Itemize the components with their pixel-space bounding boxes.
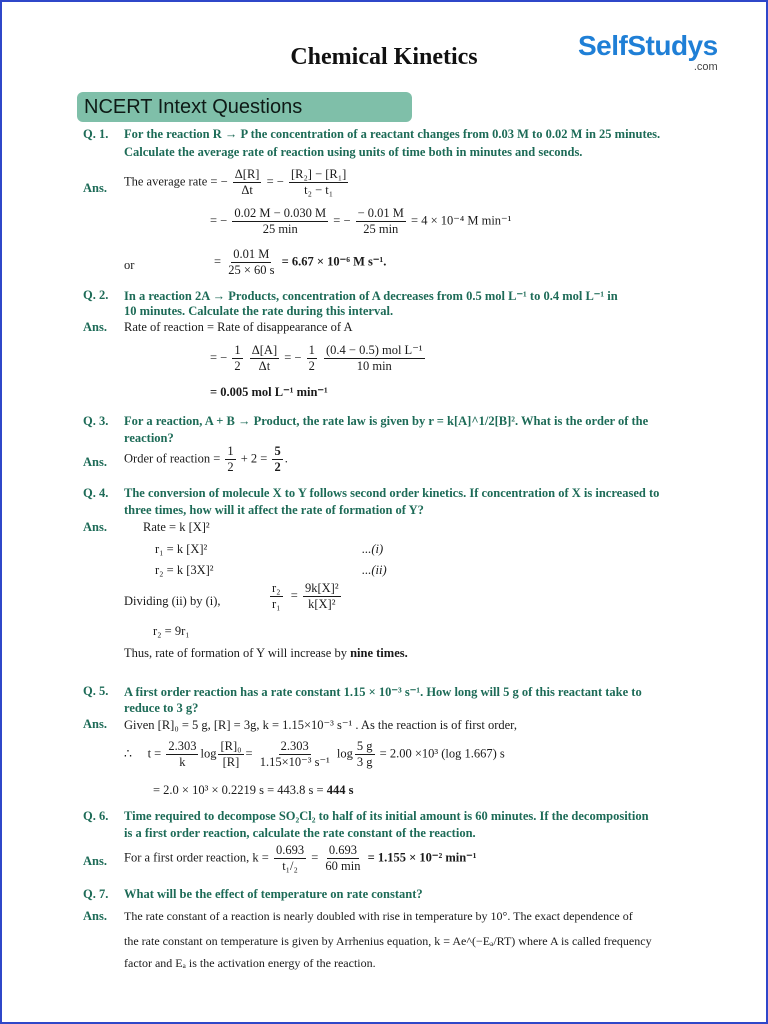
- question-number: Q. 7.: [83, 887, 109, 901]
- question-number: Q. 1.: [83, 127, 109, 141]
- rate-label: The average rate =: [124, 174, 218, 189]
- question-number: Q. 4.: [83, 486, 109, 500]
- answer-label: Ans.: [83, 455, 107, 469]
- fraction: $\frac{2.303}{k}$: [168, 739, 197, 769]
- question-text: reduce to 3 g?: [124, 701, 199, 715]
- answer-label: Ans.: [83, 909, 107, 923]
- question-number: Q. 3.: [83, 414, 109, 428]
- math-line: Order of reaction = $\frac{1}{2}$ + 2 = $\frac{5}{2}$ .: [124, 444, 288, 474]
- question-text: 10 minutes. Calculate the rate during this interval.: [124, 304, 394, 318]
- equation-number: ...(i): [362, 542, 384, 556]
- math-line: $\frac{\text{r₂}}{\text{r₁}}$ = $\frac{\text{9k[X]²}}{\text{k[X]²}}$: [272, 581, 339, 611]
- fraction: $\frac{0.693}{\text{t₁/₂}}$: [275, 843, 305, 873]
- fraction: $\frac{\text{[R₂] − [R₁]}}{\text{t₂ − t₁}}$: [290, 167, 347, 197]
- fraction: $\frac{1}{2}$: [227, 444, 234, 474]
- fraction: $\frac{5 g}{3 g}$: [356, 739, 373, 769]
- fraction: $\frac{- 0.01 M}{25 \min}$: [357, 206, 404, 236]
- answer-label: Ans.: [83, 717, 107, 731]
- question-text: In a reaction 2A → Products, concentration of A decreases from 0.5 mol L⁻¹ to 0.4 mol L⁻¹ in: [124, 289, 618, 303]
- page-title: Chemical Kinetics: [290, 44, 478, 70]
- question-text: The conversion of molecule X to Y follows second order kinetics. If concentration of X is increased to: [124, 486, 660, 500]
- fraction: $\frac{\text{[R]₀}}{[R]}$: [220, 739, 242, 769]
- fraction: $\frac{\text{9k[X]²}}{\text{k[X]²}}$: [304, 581, 339, 611]
- answer-text: The rate constant of a reaction is nearly doubled with rise in temperature by 10°. The exact dependence of: [124, 909, 633, 923]
- answer-text: Dividing (ii) by (i),: [124, 594, 221, 608]
- math-line: = 2.0 × 10³ × 0.2219 s = 443.8 s = 444 s: [153, 783, 354, 797]
- answer-text: factor and Eₐ is the activation energy of the reaction.: [124, 956, 376, 970]
- math-line: Rate = k [X]²: [143, 520, 210, 534]
- selfstudys-logo: [578, 30, 718, 73]
- fraction: $\frac{5}{2}$: [274, 444, 281, 474]
- fraction: $\frac{\text{(0.4 − 0.5) mol L⁻¹}}{10 \min}$: [325, 343, 423, 373]
- answer-text: Given [R]₀ = 5 g, [R] = 3g, k = 1.15×10⁻³ s⁻¹ . As the reaction is of first order,: [124, 718, 517, 732]
- fraction: $\frac{0.693}{60 \min}$: [325, 843, 361, 873]
- answer-label: Ans.: [83, 320, 107, 334]
- fraction: $\frac{1}{2}$: [308, 343, 315, 373]
- question-text: For a reaction, A + B → Product, the rate law is given by r = k[A]^1/2[B]². What is the order of the: [124, 414, 649, 428]
- logo-suffix: .com: [693, 61, 718, 73]
- question-text: reaction?: [124, 431, 174, 445]
- answer-label: Ans.: [83, 520, 107, 534]
- question-number: Q. 2.: [83, 288, 109, 302]
- math-line: The average rate = − $\frac{\Delta[R]}{\Delta t}$ = − $\frac{\text{[R₂] − [R₁]}}{\text{t₂ − t₁}}$: [124, 167, 347, 197]
- answer-text: the rate constant on temperature is given by Arrhenius equation, k = Ae^(−Eₐ/RT) where A is called frequency: [124, 934, 652, 948]
- math-line: = $\frac{0.01 M}{25 \times 60 s}$ = 6.67 × 10⁻⁶ M s⁻¹.: [214, 247, 387, 277]
- logo-brand: SelfStudys: [578, 30, 718, 61]
- math-line: = − $\frac{0.02 M - 0.030 M}{25 \min}$ = − $\frac{- 0.01 M}{25 \min}$ = 4 × 10⁻⁴ M min⁻¹: [210, 206, 512, 236]
- fraction: $\frac{\Delta[R]}{\Delta t}$: [234, 167, 260, 197]
- answer-text: Rate of reaction = Rate of disappearance of A: [124, 320, 353, 334]
- question-text: is a first order reaction, calculate the rate constant of the reaction.: [124, 826, 476, 840]
- fraction: $\frac{1}{2}$: [234, 343, 241, 373]
- question-number: Q. 5.: [83, 684, 109, 698]
- result: = 6.67 × 10⁻⁶ M s⁻¹.: [281, 254, 387, 269]
- math-line: r₂ = k [3X]²: [155, 563, 214, 577]
- answer-label: Ans.: [83, 181, 107, 195]
- math-line: r₂ = 9r₁: [153, 624, 190, 638]
- section-banner: NCERT Intext Questions: [77, 92, 412, 122]
- question-text: Calculate the average rate of reaction using units of time both in minutes and seconds.: [124, 145, 583, 159]
- fraction: $\frac{2.303}{\text{1.15×10⁻³ s⁻¹}}$: [259, 739, 330, 769]
- answer-label: Ans.: [83, 854, 107, 868]
- equation-number: ...(ii): [362, 563, 387, 577]
- fraction: $\frac{0.01 M}{25 \times 60 s}$: [228, 247, 275, 277]
- math-line: = − $\frac{1}{2}$ $\frac{\Delta[A]}{\Delta t}$ = − $\frac{1}{2}$ $\frac{\text{(0.4 − 0.5) mol L⁻¹}}{10 \min}$: [210, 343, 423, 373]
- question-text: A first order reaction has a rate constant 1.15 × 10⁻³ s⁻¹. How long will 5 g of this reactant take to: [124, 685, 642, 699]
- fraction: $\frac{\text{r₂}}{\text{r₁}}$: [272, 581, 281, 611]
- result: = 4 × 10⁻⁴ M min⁻¹: [411, 213, 512, 228]
- question-text: Time required to decompose SO₂Cl₂ to half of its initial amount is 60 minutes. If the decomposition: [124, 809, 649, 823]
- math-line: For a first order reaction, k = $\frac{0.693}{\text{t₁/₂}}$ = $\frac{0.693}{60 \min}$ = 1.155 × 10⁻² min⁻¹: [124, 843, 477, 873]
- fraction: $\frac{0.02 M - 0.030 M}{25 \min}$: [234, 206, 327, 236]
- or-label: or: [124, 258, 135, 272]
- question-text: For the reaction R → P the concentration of a reactant changes from 0.03 M to 0.02 M in 25 minutes.: [124, 127, 661, 141]
- conclusion: Thus, rate of formation of Y will increase by nine times.: [124, 646, 408, 660]
- math-line: r₁ = k [X]²: [155, 542, 208, 556]
- result: = 0.005 mol L⁻¹ min⁻¹: [210, 385, 328, 399]
- question-number: Q. 6.: [83, 809, 109, 823]
- math-line: ∴ t = $\frac{2.303}{k}$ log $\frac{\text{[R]₀}}{[R]}$ = $\frac{2.303}{\text{1.15×10⁻³ s⁻¹}}$ log $\frac{5 g}{3 g}$ = 2.00 ×10³ (log 1.667) s: [124, 739, 505, 769]
- question-text: three times, how will it affect the rate of formation of Y?: [124, 503, 424, 517]
- fraction: $\frac{\Delta[A]}{\Delta t}$: [251, 343, 278, 373]
- question-text: What will be the effect of temperature on rate constant?: [124, 887, 423, 901]
